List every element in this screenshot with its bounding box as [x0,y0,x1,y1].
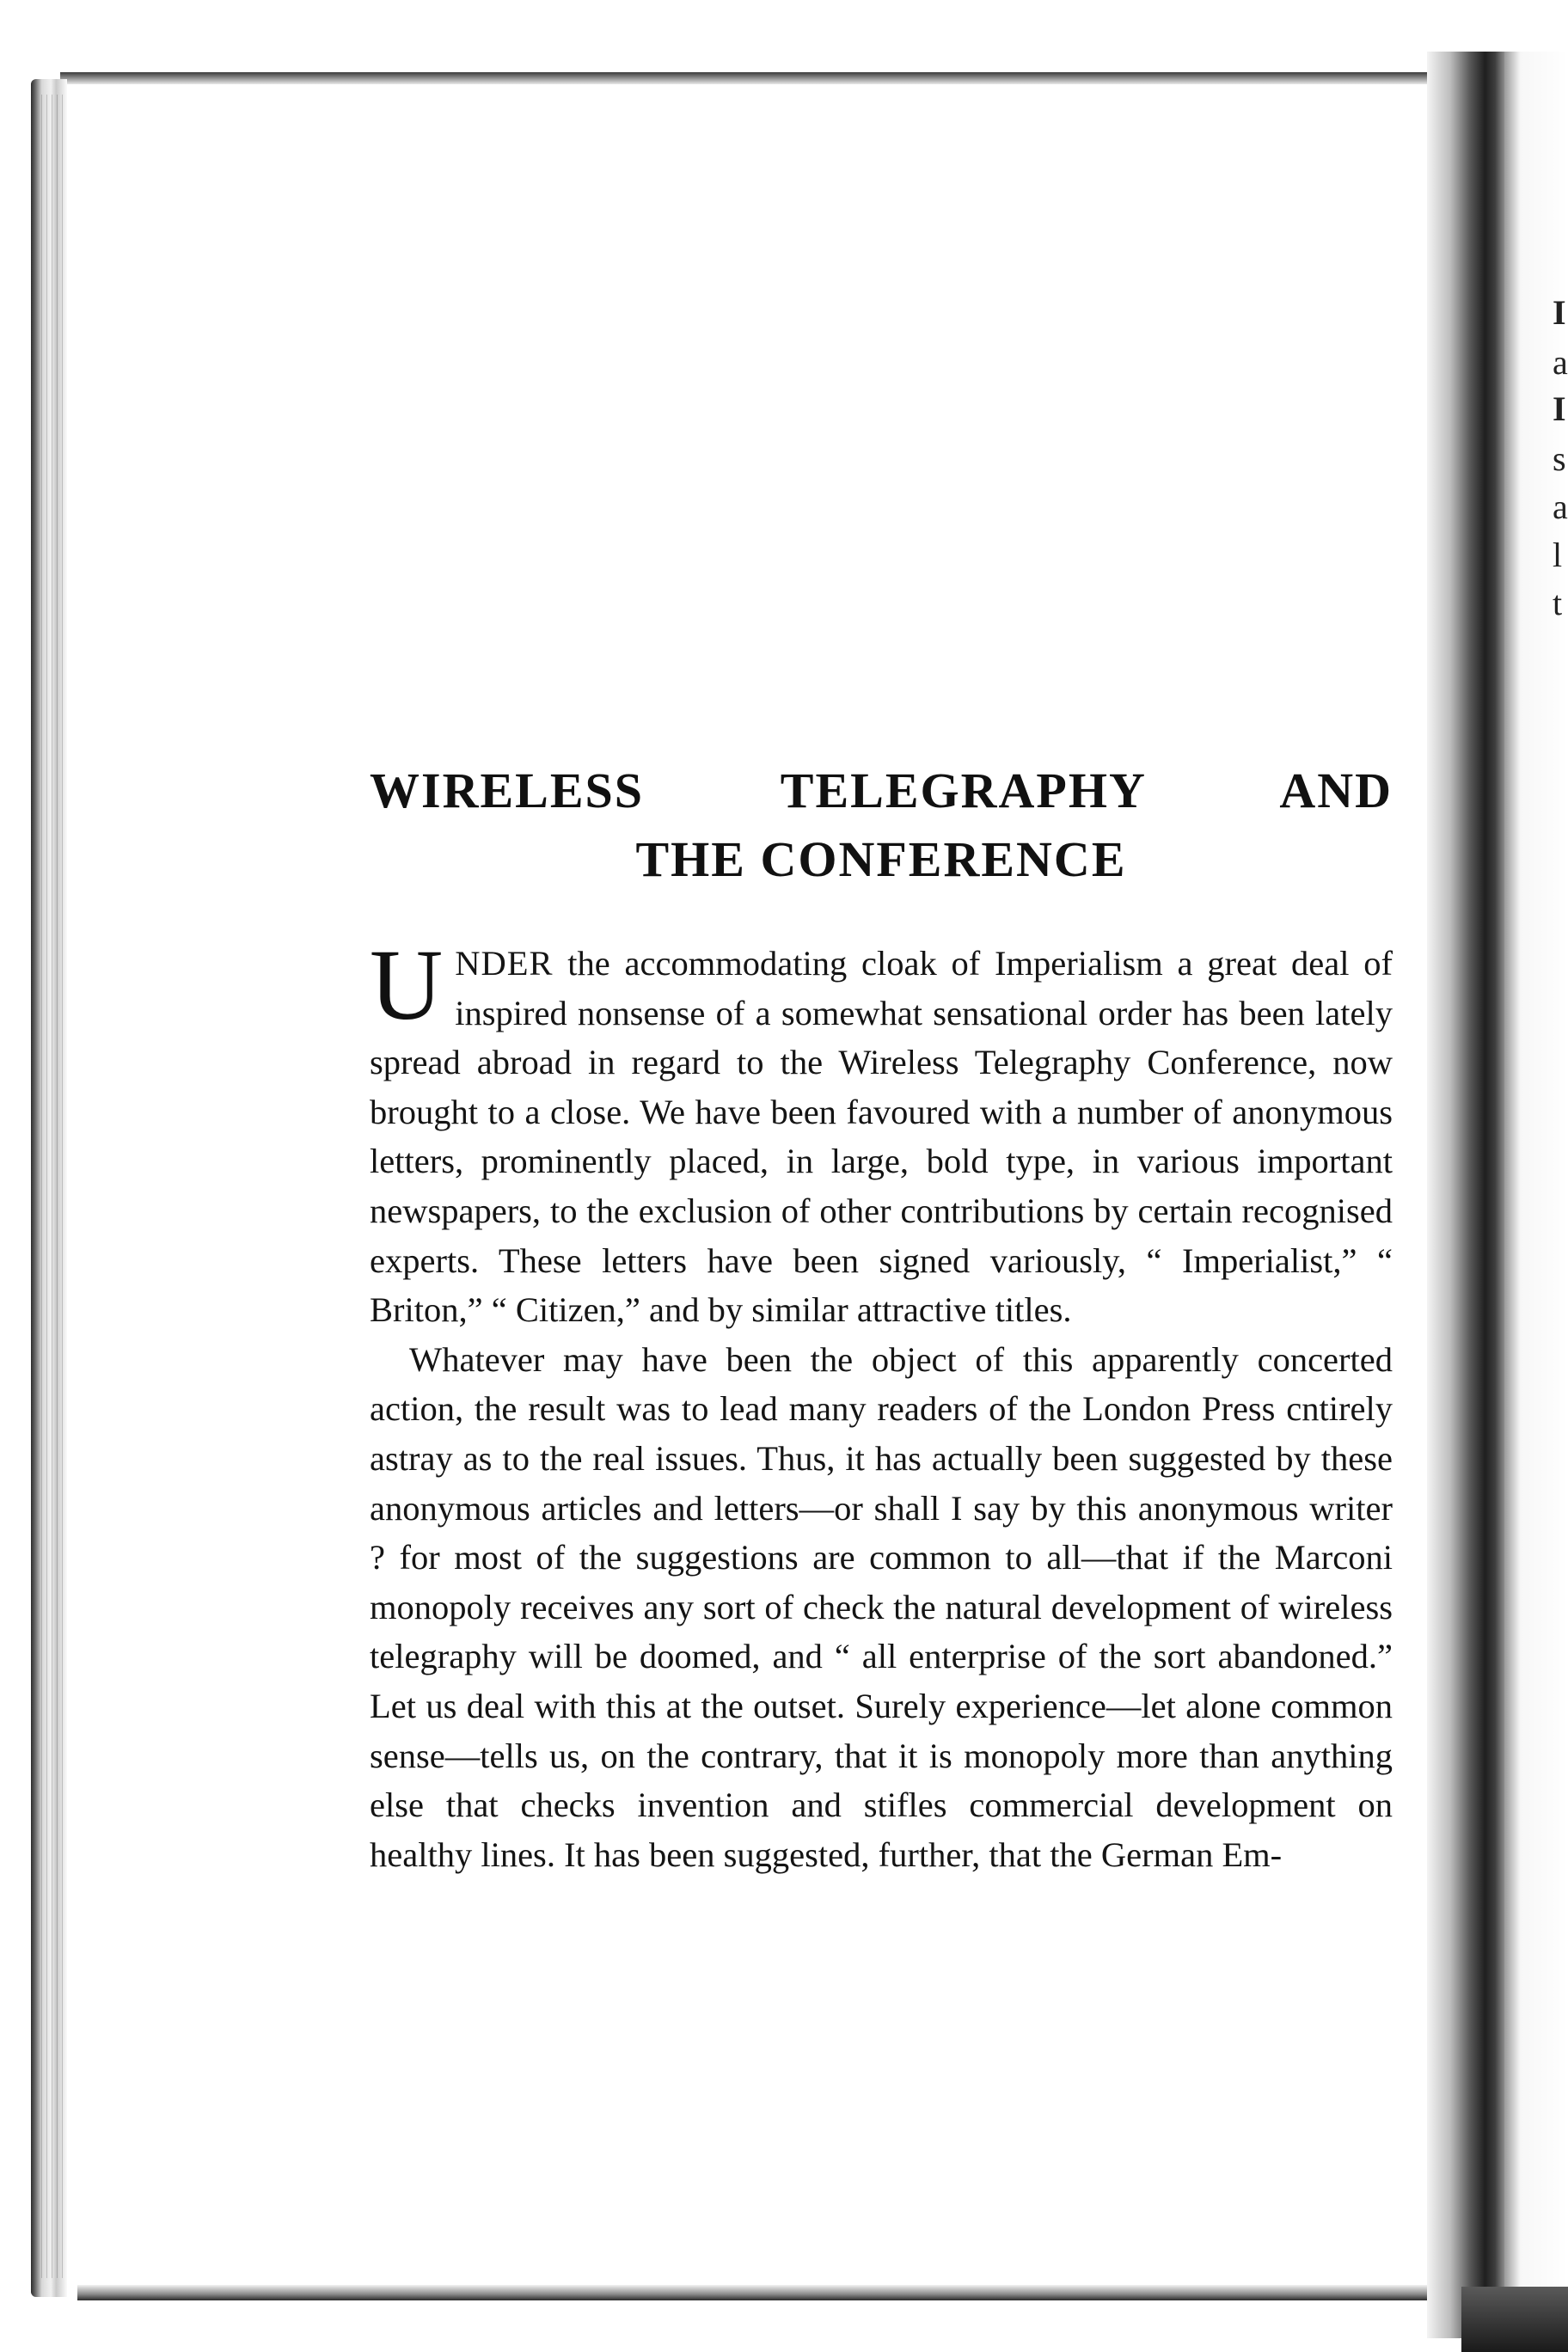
scan-corner-shadow [1461,2287,1568,2352]
facing-page-letter: a [1553,487,1568,526]
article-body [370,928,1393,1879]
facing-page-letter: t [1553,584,1563,622]
paragraph-1 [370,928,1393,1335]
paragraph-1-text: the accommodating cloak of Imperialism a great deal of inspired nonsense of a somewhat sensational order has been lately spread abroad in regard to the Wireless Telegraphy Conference, now brought to a close. We have been favoured with a number of anonymous letters, prominently placed, in large, bold type, in various important newspapers, to the exclusion of other contributions by certain recognised experts. These letters have been signed variously, “ Imperialist,” “ Briton,” “ Citizen,” and by similar attractive titles. [370,944,1393,1330]
paragraph-2: Whatever may have been the object of this apparently concerted action, the result was to lead many readers of the London Press cntirely astray as to the real issues. Thus, it has actually been suggested by these anonymous articles and letters—or shall I say by this anonymous writer ? for most of the suggestions are common to all—that if the Marconi monopoly receives any sort of check the natural development of wireless telegraphy will be doomed, and “ all enterprise of the sort abandoned.” Let us deal with this at the outset. Surely experience—let alone common sense—tells us, on the contrary, that it is monopoly more than anything else that checks invention and stifles commercial development on healthy lines. It has been suggested, further, that the German Em- [370,1339,1393,1874]
facing-page-letter: l [1553,536,1563,574]
facing-page-letter: s [1553,439,1566,478]
article [370,756,1393,1879]
page-leaf-lines [41,95,67,2278]
facing-page-letter: a [1553,343,1568,382]
page-bottom-edge [77,2285,1453,2300]
book-spine-gutter [1427,52,1504,2338]
drop-cap: U [370,928,444,1041]
title-line-2: THE CONFERENCE [635,831,1127,887]
facing-page-letter: I [1553,293,1566,332]
lead-in-word: NDER [455,944,554,983]
title-line-1: WIRELESS TELEGRAPHY AND [370,763,1393,818]
facing-page-letter: I [1553,389,1566,428]
page-top-edge [60,72,1453,84]
article-title [370,756,1393,894]
